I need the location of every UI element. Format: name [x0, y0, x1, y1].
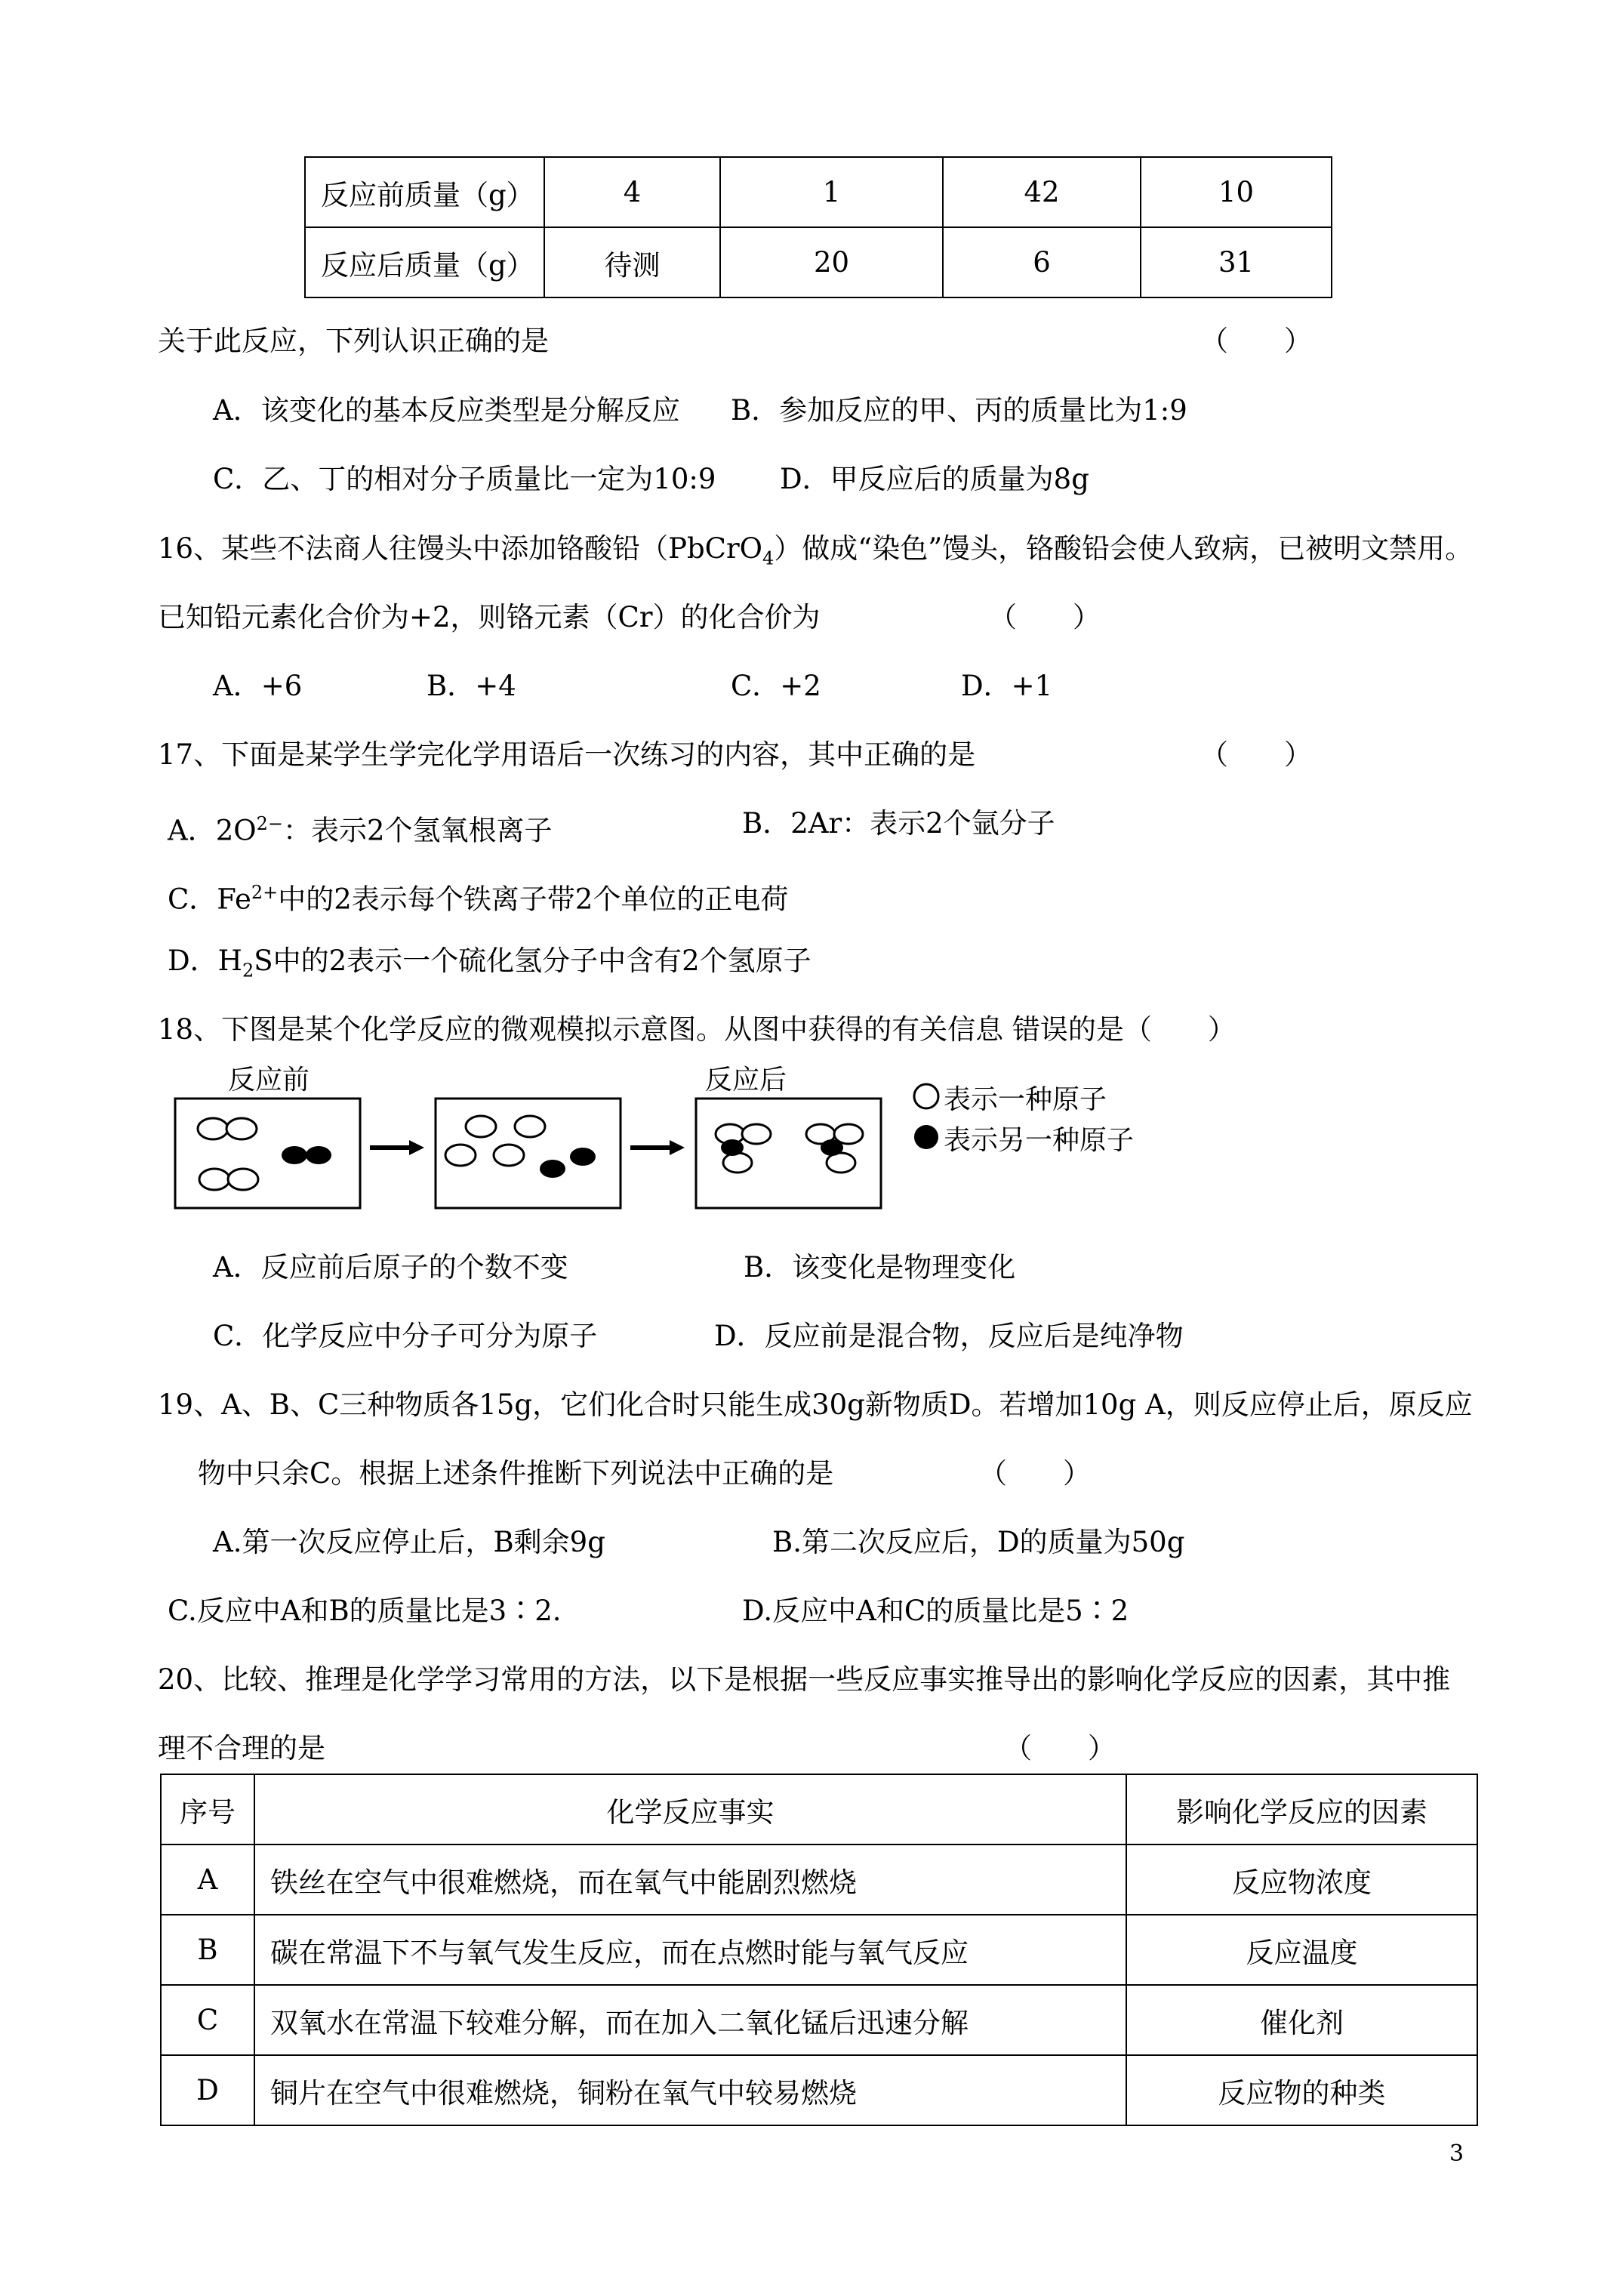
before-label: 反应前 [228, 1065, 310, 1096]
header-cell: 化学反应事实 [254, 1774, 1126, 1845]
white-atom [494, 1145, 524, 1166]
black-atom [721, 1139, 744, 1156]
table-cell: 反应物浓度 [1126, 1845, 1477, 1915]
q18-option-c: C．化学反应中分子可分为原子 [213, 1320, 598, 1352]
q15-stem: 关于此反应，下列认识正确的是 [158, 325, 549, 357]
q16-option-c: C．+2 [731, 670, 821, 702]
table-row [305, 157, 1332, 227]
table-cell: 42 [943, 157, 1141, 227]
q17-option-b: B．2Ar：表示2个氩分子 [742, 807, 1055, 840]
black-atom [821, 1139, 843, 1156]
q19-option-d: D.反应中A和C的质量比是5∶2 [742, 1595, 1129, 1627]
table-cell: 碳在常温下不与氧气发生反应，而在点燃时能与氧气反应 [254, 1915, 1126, 1985]
mass-table [304, 156, 1332, 298]
table-cell: A [161, 1845, 254, 1915]
table-cell: 31 [1141, 227, 1332, 297]
table-cell: C [161, 1985, 254, 2055]
legend-white-atom [914, 1084, 938, 1108]
table-cell: 反应温度 [1126, 1915, 1477, 1985]
q16-line2: 已知铅元素化合价为+2，则铬元素（Cr）的化合价为 [158, 601, 821, 633]
q17-d-sub: 2 [242, 960, 254, 982]
table-cell: B [161, 1915, 254, 1985]
table-row [161, 1985, 1477, 2055]
white-atom [515, 1116, 545, 1137]
q16-subscript: 4 [762, 547, 775, 569]
table-cell: D [161, 2055, 254, 2125]
q17-answer-paren: （ ） [1200, 738, 1312, 771]
legend-black-label: 表示另一种原子 [944, 1125, 1135, 1156]
q16-text-b: ）做成“染色”馒头，铬酸铅会使人致病，已被明文禁用。 [774, 532, 1474, 565]
legend-black-atom [914, 1125, 938, 1149]
q17-c-post: 中的2表示每个铁离子带2个单位的正电荷 [278, 883, 789, 916]
q20-line2: 理不合理的是 [158, 1732, 325, 1764]
table-cell: 4 [544, 157, 720, 227]
factor-table [160, 1774, 1478, 2126]
table-row [161, 1915, 1477, 1985]
white-atom [466, 1116, 496, 1137]
q16-answer-paren: （ ） [989, 601, 1101, 633]
q17-option-c [168, 874, 788, 918]
q19-line1: 19、A、B、C三种物质各15g，它们化合时只能生成30g新物质D。若增加10g A，则反应停止后，原反应 [158, 1388, 1473, 1421]
table-cell: 反应后质量（g） [305, 227, 544, 297]
q18-option-a: A．反应前后原子的个数不变 [213, 1251, 568, 1284]
q19-line2: 物中只余C。根据上述条件推断下列说法中正确的是 [198, 1457, 834, 1490]
q17-option-d [168, 942, 812, 989]
black-atom [282, 1146, 307, 1164]
page-number: 3 [1449, 2140, 1464, 2167]
white-atom [226, 1118, 257, 1139]
after-box [696, 1099, 881, 1208]
table-row [161, 2055, 1477, 2125]
q17-c-sup: 2+ [251, 882, 279, 903]
table-header-row [161, 1774, 1477, 1845]
q16-line1 [158, 530, 1473, 577]
reaction-diagram [160, 1057, 1179, 1212]
header-cell: 影响化学反应的因素 [1126, 1774, 1477, 1845]
table-cell: 1 [720, 157, 943, 227]
q18-option-d: D．反应前是混合物，反应后是纯净物 [714, 1320, 1184, 1352]
q20-answer-paren: （ ） [1004, 1732, 1116, 1764]
white-atom [723, 1153, 752, 1173]
q17-c-pre: C．Fe [168, 883, 251, 916]
table-row [161, 1845, 1477, 1915]
after-label: 反应后 [705, 1065, 787, 1096]
white-atom [199, 1169, 229, 1190]
arrow-head [409, 1140, 424, 1155]
q15-answer-paren: （ ） [1200, 325, 1312, 357]
q16-option-a: A．+6 [213, 670, 303, 702]
table-cell: 铁丝在空气中很难燃烧，而在氧气中能剧烈燃烧 [254, 1845, 1126, 1915]
table-cell: 双氧水在常温下较难分解，而在加入二氧化锰后迅速分解 [254, 1985, 1126, 2055]
q19-answer-paren: （ ） [979, 1457, 1091, 1490]
table-cell: 待测 [544, 227, 720, 297]
q16-option-b: B．+4 [427, 670, 516, 702]
q16-option-d: D．+1 [961, 670, 1053, 702]
q17-a-pre: A．2O [168, 814, 257, 847]
table-row [305, 227, 1332, 297]
white-atom [228, 1169, 258, 1190]
q15-option-c: C．乙、丁的相对分子质量比一定为10:9 [213, 463, 716, 495]
q17-d-pre: D．H [168, 945, 242, 977]
before-box [175, 1099, 360, 1208]
white-atom [742, 1124, 771, 1144]
q17-a-post: ：表示2个氢氧根离子 [283, 814, 553, 847]
q17-option-a [168, 805, 553, 849]
q18-option-b: B．该变化是物理变化 [744, 1251, 1016, 1284]
q19-option-b: B.第二次反应后，D的质量为50g [772, 1526, 1185, 1558]
legend-white-label: 表示一种原子 [944, 1084, 1107, 1115]
table-cell: 反应物的种类 [1126, 2055, 1477, 2125]
q16-text-a: 16、某些不法商人往馒头中添加铬酸铅（PbCrO [158, 532, 762, 565]
q19-option-c: C.反应中A和B的质量比是3∶2. [168, 1595, 562, 1627]
q17-a-sup: 2− [256, 813, 283, 834]
q15-option-a: A．该变化的基本反应类型是分解反应 [213, 394, 680, 427]
q18-stem: 18、下图是某个化学反应的微观模拟示意图。从图中获得的有关信息 错误的是（ ） [158, 1013, 1236, 1046]
q17-d-post: S中的2表示一个硫化氢分子中含有2个氢原子 [254, 945, 812, 977]
table-cell: 20 [720, 227, 943, 297]
black-atom [540, 1160, 565, 1178]
q20-line1: 20、比较、推理是化学学习常用的方法，以下是根据一些反应事实推导出的影响化学反应的因素，其中推 [158, 1663, 1451, 1696]
white-atom [198, 1118, 228, 1139]
table-cell: 铜片在空气中很难燃烧，铜粉在氧气中较易燃烧 [254, 2055, 1126, 2125]
table-cell: 10 [1141, 157, 1332, 227]
table-cell: 6 [943, 227, 1141, 297]
q17-stem: 17、下面是某学生学完化学用语后一次练习的内容，其中正确的是 [158, 738, 976, 771]
q15-option-d: D．甲反应后的质量为8g [780, 463, 1089, 495]
header-cell: 序号 [161, 1774, 254, 1845]
black-atom [306, 1146, 331, 1164]
table-cell: 催化剂 [1126, 1985, 1477, 2055]
table-cell: 反应前质量（g） [305, 157, 544, 227]
q19-option-a: A.第一次反应停止后，B剩余9g [213, 1526, 605, 1558]
white-atom [445, 1145, 476, 1166]
black-atom [570, 1148, 596, 1166]
q15-option-b: B．参加反应的甲、丙的质量比为1:9 [731, 394, 1187, 427]
arrow-head [670, 1140, 685, 1155]
